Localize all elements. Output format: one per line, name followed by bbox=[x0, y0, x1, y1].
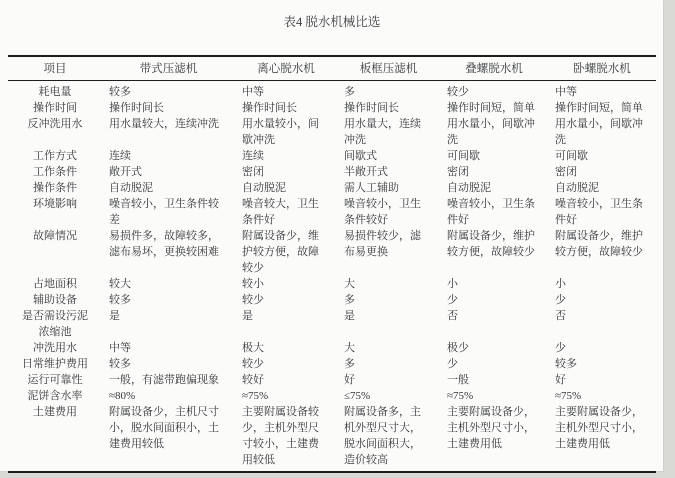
table-cell: 较少 bbox=[242, 294, 264, 306]
row-label: 是否需设污泥浓缩池 bbox=[22, 310, 88, 338]
table-cell: 操作时间长 bbox=[242, 102, 297, 114]
column-header: 卧螺脱水机 bbox=[548, 56, 656, 81]
table-cell: 否 bbox=[555, 310, 566, 322]
table-row bbox=[8, 404, 656, 472]
table-row bbox=[8, 196, 656, 228]
table-cell: 少 bbox=[555, 342, 566, 354]
table-cell: 用水量小，间歇冲洗 bbox=[447, 118, 535, 146]
row-label: 辅助设备 bbox=[33, 294, 77, 306]
table-cell: 附属设备少，维护较方便，故障较少 bbox=[447, 230, 535, 258]
table-cell: 较多 bbox=[109, 294, 131, 306]
table-cell: 噪音较小，卫生条件较好 bbox=[344, 198, 421, 226]
table-cell: 自动脱泥 bbox=[109, 182, 153, 194]
row-label: 操作时间 bbox=[33, 102, 77, 114]
table-row bbox=[8, 164, 656, 180]
table-cell: 否 bbox=[447, 310, 458, 322]
table-row bbox=[8, 356, 656, 372]
table-cell: 操作时间短，简单 bbox=[555, 102, 643, 114]
table-cell: 附属设备少，主机尺寸小，脱水间面积小，土建费用较低 bbox=[109, 406, 219, 450]
table-cell: 较好 bbox=[242, 374, 264, 386]
row-label: 反冲洗用水 bbox=[27, 118, 83, 130]
table-cell: 易损件多，故障较多，滤布易坏，更换较困难 bbox=[109, 230, 219, 258]
table-cell: 自动脱泥 bbox=[555, 182, 599, 194]
row-label: 冲洗用水 bbox=[33, 342, 77, 354]
table-cell: 密闭 bbox=[242, 166, 264, 178]
table-row bbox=[8, 292, 656, 308]
table-cell: 是 bbox=[109, 310, 120, 322]
table-cell: 小 bbox=[447, 278, 458, 290]
table-cell: 用水量小，间歇冲洗 bbox=[555, 118, 643, 146]
table-cell: 易损件较少，滤布易更换 bbox=[344, 230, 421, 258]
table-cell: 密闭 bbox=[555, 166, 577, 178]
table-cell: 好 bbox=[555, 374, 566, 386]
table-cell: 需人工辅助 bbox=[344, 182, 399, 194]
table-cell: ≤75% bbox=[344, 390, 371, 402]
table-row bbox=[8, 100, 656, 116]
column-header: 带式压滤机 bbox=[102, 56, 235, 81]
table-cell: 大 bbox=[344, 342, 355, 354]
table-row bbox=[8, 81, 656, 101]
table-cell: ≈75% bbox=[447, 390, 474, 402]
table-row bbox=[8, 372, 656, 388]
table-cell: 较少 bbox=[242, 358, 264, 370]
table-cell: 中等 bbox=[555, 86, 577, 98]
table-cell: 附属设备多，主机外型尺寸大，脱水间面积大，造价较高 bbox=[344, 406, 421, 466]
table-cell: 噪音较大，卫生条件好 bbox=[242, 198, 319, 226]
table-cell: 自动脱泥 bbox=[447, 182, 491, 194]
table-cell: 多 bbox=[344, 294, 355, 306]
table-cell: 连续 bbox=[109, 150, 131, 162]
column-header: 离心脱水机 bbox=[235, 56, 337, 81]
table-cell: 少 bbox=[555, 294, 566, 306]
table-cell: 用水量较小，间歇冲洗 bbox=[242, 118, 319, 146]
table-cell: 操作时间长 bbox=[109, 102, 164, 114]
table-cell: 中等 bbox=[109, 342, 131, 354]
table-cell: 是 bbox=[344, 310, 355, 322]
table-cell: 用水量较大，连续冲洗 bbox=[109, 118, 219, 130]
table-row bbox=[8, 276, 656, 292]
table-cell: 较多 bbox=[109, 358, 131, 370]
table-cell: ≈75% bbox=[242, 390, 269, 402]
table-row bbox=[8, 388, 656, 404]
row-label: 工作方式 bbox=[33, 150, 77, 162]
row-label: 环境影响 bbox=[33, 198, 77, 210]
table-cell: 密闭 bbox=[447, 166, 469, 178]
table-cell: 主要附属设备较少，主机外型尺寸较小，土建费用较低 bbox=[242, 406, 319, 466]
table-cell: 中等 bbox=[242, 86, 264, 98]
table-cell: ≈80% bbox=[109, 390, 136, 402]
table-cell: 是 bbox=[242, 310, 253, 322]
table-cell: 较多 bbox=[109, 86, 131, 98]
table-row bbox=[8, 148, 656, 164]
table-cell: 小 bbox=[555, 278, 566, 290]
table-cell: 敞开式 bbox=[109, 166, 142, 178]
table-cell: 一般 bbox=[447, 374, 469, 386]
table-row bbox=[8, 116, 656, 148]
table-cell: 主要附属设备少，主机外型尺寸小，土建费用低 bbox=[555, 406, 643, 450]
column-header: 板框压滤机 bbox=[337, 56, 440, 81]
table-cell: ≈75% bbox=[555, 390, 582, 402]
row-label: 运行可靠性 bbox=[27, 374, 83, 386]
table-cell: 噪音较小，卫生条件好 bbox=[555, 198, 643, 226]
table-cell: 附属设备少，维护较方便，故障较少 bbox=[555, 230, 643, 258]
table-row bbox=[8, 228, 656, 276]
row-label: 日常维护费用 bbox=[22, 358, 88, 370]
table-cell: 间歇式 bbox=[344, 150, 377, 162]
table-cell: 多 bbox=[344, 86, 355, 98]
row-label: 故障情况 bbox=[33, 230, 77, 242]
column-header: 叠螺脱水机 bbox=[440, 56, 548, 81]
table-cell: 用水量大，连续冲洗 bbox=[344, 118, 421, 146]
table-cell: 较大 bbox=[109, 278, 131, 290]
table-cell: 操作时间长 bbox=[344, 102, 399, 114]
row-label: 耗电量 bbox=[38, 86, 72, 98]
table-body bbox=[8, 81, 656, 473]
table-cell: 附属设备少，维护较方便，故障较少 bbox=[242, 230, 319, 274]
table-cell: 可间歇 bbox=[555, 150, 588, 162]
table-cell: 大 bbox=[344, 278, 355, 290]
table-cell: 较多 bbox=[555, 358, 577, 370]
table-cell: 多 bbox=[344, 358, 355, 370]
table-row bbox=[8, 180, 656, 196]
table-cell: 极少 bbox=[447, 342, 469, 354]
row-label: 土建费用 bbox=[33, 406, 77, 418]
table-caption: 表4 脱水机械比选 bbox=[283, 15, 381, 29]
table-cell: 较少 bbox=[447, 86, 469, 98]
column-header: 项目 bbox=[8, 56, 102, 81]
table-cell: 主要附属设备少，主机外型尺寸小，土建费用低 bbox=[447, 406, 535, 450]
table-cell: 连续 bbox=[242, 150, 264, 162]
dewatering-comparison-table bbox=[8, 55, 656, 473]
table-cell: 操作时间短，简单 bbox=[447, 102, 535, 114]
table-cell: 极大 bbox=[242, 342, 264, 354]
table-cell: 噪音较小，卫生条件较差 bbox=[109, 198, 219, 226]
table-cell: 少 bbox=[447, 358, 458, 370]
row-label: 占地面积 bbox=[33, 278, 77, 290]
row-label: 泥饼含水率 bbox=[27, 390, 83, 402]
table-cell: 噪音较小，卫生条件好 bbox=[447, 198, 535, 226]
table-row bbox=[8, 340, 656, 356]
table-cell: 半敞开式 bbox=[344, 166, 388, 178]
row-label: 操作条件 bbox=[33, 182, 77, 194]
table-cell: 可间歇 bbox=[447, 150, 480, 162]
table-cell: 一般，有滤带跑偏现象 bbox=[109, 374, 219, 386]
table-cell: 自动脱泥 bbox=[242, 182, 286, 194]
row-label: 工作条件 bbox=[33, 166, 77, 178]
table-cell: 少 bbox=[447, 294, 458, 306]
table-header bbox=[8, 56, 656, 81]
table-cell: 好 bbox=[344, 374, 355, 386]
table-cell: 较小 bbox=[242, 278, 264, 290]
table-header-row bbox=[8, 56, 656, 81]
table-row bbox=[8, 308, 656, 340]
